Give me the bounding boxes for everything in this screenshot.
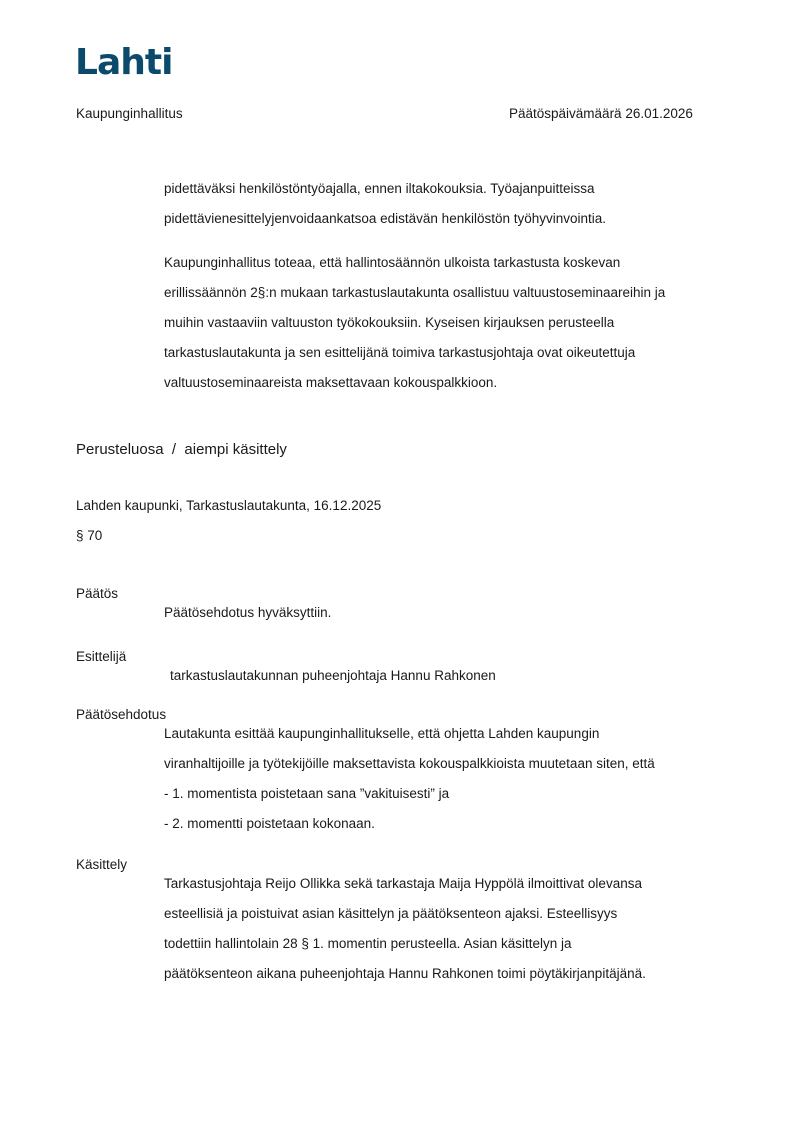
text-line: Kaupunginhallitus toteaa, että hallintosäännön ulkoista tarkastusta koskevan bbox=[164, 255, 621, 270]
section-number: § 70 bbox=[76, 528, 103, 543]
lahti-logo: Lahti bbox=[75, 42, 173, 83]
text-line: erillissäännön 2§:n mukaan tarkastuslautakunta osallistuu valtuustoseminaareihin ja bbox=[164, 285, 666, 300]
proposal-text bbox=[164, 719, 744, 839]
decision-date: Päätöspäivämäärä 26.01.2026 bbox=[509, 106, 693, 121]
text-line: tarkastuslautakunta ja sen esittelijänä toimiva tarkastusjohtaja ovat oikeutettuja bbox=[164, 345, 636, 360]
organization-name: Kaupunginhallitus bbox=[76, 106, 183, 121]
text-line: pidettävienesittelyjenvoidaankatsoa edistävän henkilöstön työhyvinvointia. bbox=[164, 211, 607, 226]
handling-label: Käsittely bbox=[76, 857, 128, 872]
handling-text bbox=[164, 869, 744, 989]
text-line: esteellisiä ja poistuivat asian käsittelyn ja päätöksenteon ajaksi. Esteellisyys bbox=[164, 906, 618, 921]
decision-label: Päätös bbox=[76, 586, 119, 601]
text-line: viranhaltijoille ja työtekijöille maksettavista kokouspalkkioista muutetaan siten, että bbox=[164, 756, 655, 771]
decision-text: Päätösehdotus hyväksyttiin. bbox=[164, 605, 332, 620]
intro-paragraph-2 bbox=[164, 248, 744, 398]
proposal-label: Päätösehdotus bbox=[76, 707, 167, 722]
text-line: - 1. momentista poistetaan sana ”vakituisesti” ja bbox=[164, 786, 450, 801]
text-line: valtuustoseminaareista maksettavaan kokouspalkkioon. bbox=[164, 375, 498, 390]
text-line: muihin vastaaviin valtuuston työkokouksiin. Kyseisen kirjauksen perusteella bbox=[164, 315, 615, 330]
meeting-info: Lahden kaupunki, Tarkastuslautakunta, 16.12.2025 bbox=[76, 498, 382, 513]
text-line: Tarkastusjohtaja Reijo Ollikka sekä tarkastaja Maija Hyppölä ilmoittivat olevansa bbox=[164, 876, 642, 891]
text-line: pidettäväksi henkilöstöntyöajalla, ennen iltakokouksia. Työajanpuitteissa bbox=[164, 181, 595, 196]
background-section-title: Perusteluosa / aiempi käsittely bbox=[76, 441, 287, 458]
presenter-text: tarkastuslautakunnan puheenjohtaja Hannu Rahkonen bbox=[170, 668, 496, 683]
text-line: Lautakunta esittää kaupunginhallitukselle, että ohjetta Lahden kaupungin bbox=[164, 726, 600, 741]
presenter-label: Esittelijä bbox=[76, 649, 127, 664]
text-line: todettiin hallintolain 28 § 1. momentin perusteella. Asian käsittelyn ja bbox=[164, 936, 572, 951]
text-line: päätöksenteon aikana puheenjohtaja Hannu Rahkonen toimi pöytäkirjanpitäjänä. bbox=[164, 966, 646, 981]
intro-paragraph-1 bbox=[164, 174, 744, 234]
text-line: - 2. momentti poistetaan kokonaan. bbox=[164, 816, 375, 831]
